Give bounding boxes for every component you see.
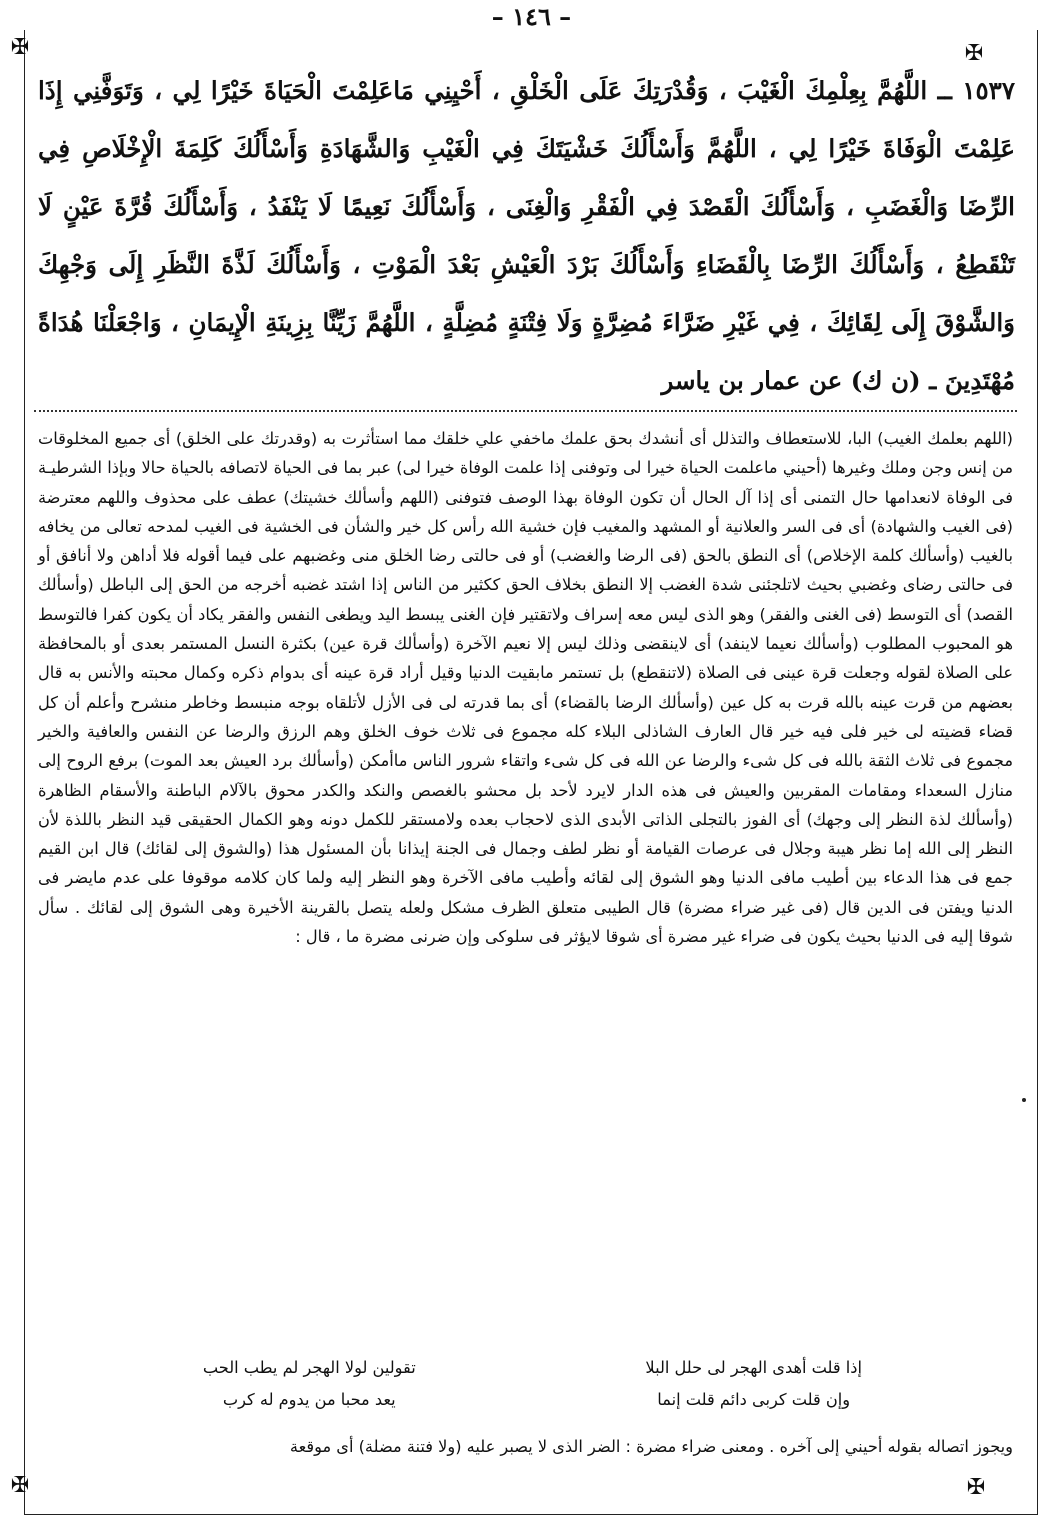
commentary-text: (اللهم بعلمك الغيب) البا، للاستعطاف والتذلل أى أنشدك بحق علمك ماخفي علي خلقك مما استأثرت به (وقدرتك على الخلق) أى جميع المخلوقات من إنس وجن وملك وغيرها (أحيني ماعلمت الحياة خيرا لى وتوفنى إذا علمت الوفاة خيرا لى) عبر بما فى الحياة لاتصافه بالحياة حالا وبإذا الشرطيـة فى الوفاة لانعدامها حال التمنى أى إذا آل الحال أن تكون الوفاة بهذا الوصف فتوفنى (اللهم وأسألك خشيتك) عطف على محذوف واللهم معترضة (فى الغيب والشهادة) أى فى السر والعلانية أو المشهد والمغيب فإن خشية الله رأس كل خير والشأن فى الخشية فى الغيب لمدحه تعالى من يخافه بالغيب (وأسألك كلمة الإخلاص) أى النطق بالحق (فى الرضا والغضب) أو فى حالتى رضا الخلق منى وغضبهم على فيما أقوله فلا أداهن ولا أنافق أو فى حالتى رضاى وغضبي بحيث لاتلجئنى شدة الغضب إلا النطق بخلاف الحق ككثير من الناس إذا اشتد غضبه أخرجه من الحق إلى الباطل (وأسألك القصد) أى التوسط (فى الغنى والفقر) وهو الذى ليس معه إسراف ولاتقتير فإن الغنى يبسط اليد ويطغى النفس والفقر يكاد أن يكون كفرا فالتوسط هو المحبوب المطلوب (وأسألك نعيما لاينفد) أى لاينقضى وذلك ليس إلا نعيم الآخرة (وأسألك قرة عين) بكثرة النسل المستمر بعدى أو بالمحافظة على الصلاة لقوله وجعلت قرة عينى فى الصلاة (لاتنقطع) بل تستمر مابقيت الدنيا وقيل أراد قرة عينه أى بدوام ذكره وكمال محبته والأنس به قال بعضهم من قرت عينه بالله قرت به كل عين (وأسألك الرضا بالقضاء) أى بما قدرته لى فى الأزل لأتلقاه بوجه منبسط وخاطر منشرح وأعلم أن كل قضاء قضيته لى خير فلى فيه خير قال العارف الشاذلى البلاء كله مجموع فى ثلاث خوف الخلق وهم الرزق والرضا عن النفس والعافية والخير مجموع فى ثلاث الثقة بالله فى كل شىء والرضا عن الله فى كل شىء واتقاء شرور الناس ماأمكن (وأسألك برد العيش بعد الموت) برفع الروح إلى منازل السعداء ومقامات المقربين والعيش فى هذه الدار لايرد لأحد بل محشو بالغصص والنكد والكدر محوق بالآلام الباطنة والأسقام الظاهرة (وأسألك لذة النظر إلى وجهك) أى الفوز بالتجلى الذاتى الأبدى الذى لاحجاب بعده ولامستقر للكمل دونه وهو الكمال الحقيقى قيد النظر باللذة لأن النظر إلى الله إما نظر هيبة وجلال فى عرصات القيامة أو نظر لطف وجمال فى الجنة إيذانا بأن المسئول هذا (والشوق إلى لقائك) قال ابن القيم جمع فى هذا الدعاء بين أطيب مافى الدنيا وهو الشوق إلى لقائه وأطيب مافى الآخرة وهو النظر إليه ولما كان كلامه موقوفا على عدم مايضر فى الدنيا ويفتن فى الدين قال (فى غير ضراء مضرة) قال الطيبى متعلق الظرف مشكل ولعله يتصل بالقرينة الأخيرة وهى الشوق إلى لقائك . سأل شوقا إليه فى الدنيا بحيث يكون فى ضراء غير مضرة أى شوقا لايؤثر فى سلوكى وإن ضرنى مضرة ما ، قال :	[38, 429, 1013, 947]
verse-second-hemistich: يعد محبا من يدوم له كرب	[222, 1390, 396, 1409]
poem	[120, 1352, 943, 1416]
corner-ornament-icon: ✠	[964, 41, 984, 66]
corner-ornament-icon: ✠	[10, 35, 30, 60]
hadith-number: ١٥٣٧	[962, 76, 1015, 105]
corner-ornament-icon: ✠	[966, 1475, 986, 1500]
dotted-divider	[34, 410, 1017, 412]
verse-second-hemistich: تقولين لولا الهجر لم يطب الحب	[202, 1358, 416, 1377]
poem-verse	[120, 1352, 943, 1384]
hadith-text	[38, 62, 1015, 410]
verse-first-hemistich: إذا قلت أهدى الهجر لى حلل البلا	[645, 1358, 862, 1377]
verse-first-hemistich: وإن قلت كربى دائم قلت إنما	[657, 1390, 851, 1409]
corner-ornament-icon: ✠	[10, 1473, 30, 1498]
margin-dot	[1022, 1098, 1026, 1102]
closing-line: ويجوز اتصاله بقوله أحيني إلى آخره . ومعنى ضراء مضرة : الضر الذى لا يصبر عليه (ولا فتنة مضلة) أى موقعة	[289, 1437, 1013, 1456]
page-number: – ١٤٦ –	[491, 2, 572, 31]
hadith-body: ــ اللَّهُمَّ بِعِلْمِكَ الْغَيْبَ ، وَقُدْرَتِكَ عَلَى الْخَلْقِ ، أَحْيِنِي مَاعَلِمْتَ الْحَيَاةَ خَيْرًا لِي ، وَتَوَفَّنِي إِذَا عَلِمْتَ الْوَفَاةَ خَيْرًا لِي ، اللَّهُمَّ وَأَسْأَلُكَ خَشْيَتَكَ فِي الْغَيْبِ وَالشَّهَادَةِ وَأَسْأَلُكَ كَلِمَةَ الْإِخْلَاصِ فِي الرِّضَا وَالْغَضَبِ ، وَأَسْأَلُكَ الْقَصْدَ فِي الْفَقْرِ وَالْغِنَى ، وَأَسْأَلُكَ نَعِيمًا لَا يَنْفَدُ ، وَأَسْأَلُكَ قُرَّةَ عَيْنٍ لَا تَنْقَطِعُ ، وَأَسْأَلُكَ الرِّضَا بِالْقَضَاءِ وَأَسْأَلُكَ بَرْدَ الْعَيْشِ بَعْدَ الْمَوْتِ ، وَأَسْأَلُكَ لَذَّةَ النَّظَرِ إِلَى وَجْهِكَ وَالشَّوْقَ إِلَى لِقَائِكَ ، فِي غَيْرِ ضَرَّاءَ مُضِرَّةٍ وَلَا فِتْنَةٍ مُضِلَّةٍ ، اللَّهُمَّ زَيِّنَّا بِزِينَةِ الْإِيمَانِ ، وَاجْعَلْنَا هُدَاةً مُهْتَدِينَ ـ (ن ك) عن عمار بن ياسر	[38, 76, 1015, 395]
poem-verse	[120, 1384, 943, 1416]
